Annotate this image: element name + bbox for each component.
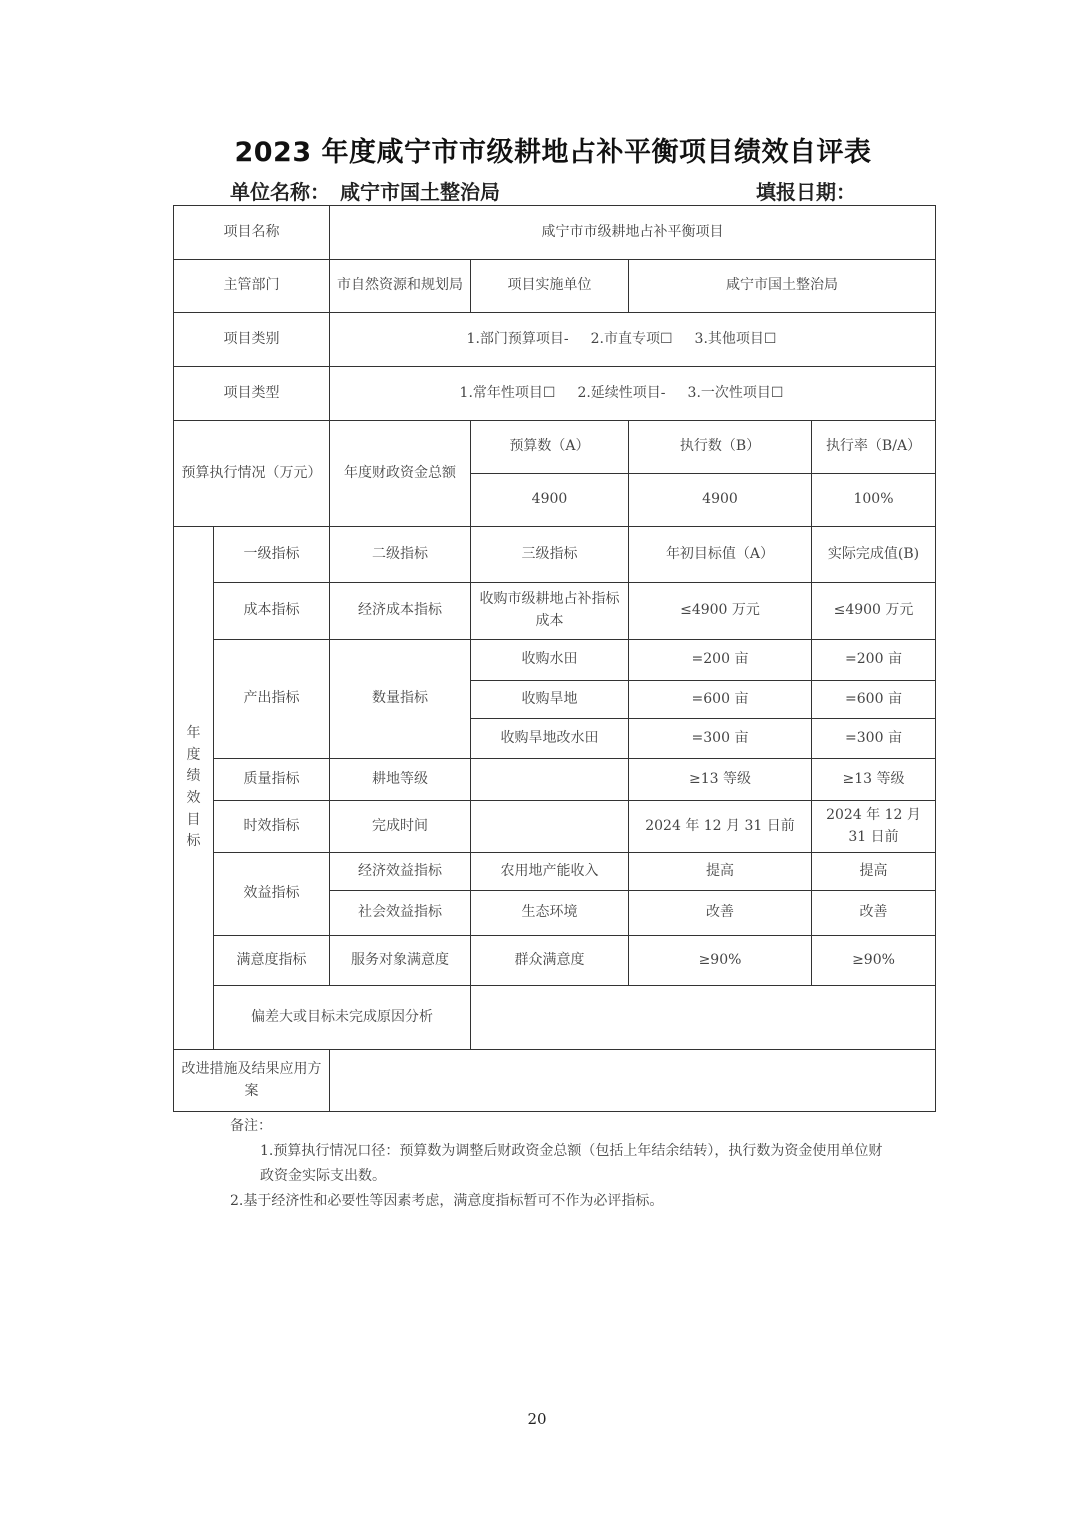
quality-l1: 质量指标 — [214, 759, 330, 801]
quality-actual: ≥13 等级 — [812, 759, 936, 801]
perf-goal-label — [174, 527, 214, 1050]
output-l2: 数量指标 — [330, 640, 471, 759]
header-l1: 一级指标 — [214, 527, 330, 583]
notes — [230, 1114, 890, 1214]
type-option: 3.一次性项目☐ — [687, 384, 784, 401]
satisfaction-l2: 服务对象满意度 — [330, 936, 471, 986]
improve-label: 改进措施及结果应用方案 — [174, 1050, 330, 1112]
exec-b-label: 执行数（B） — [629, 421, 812, 474]
row-benefit-1 — [174, 853, 936, 891]
satisfaction-target: ≥90% — [629, 936, 812, 986]
type-options — [330, 367, 936, 421]
header-target: 年初目标值（A） — [629, 527, 812, 583]
exec-b-value: 4900 — [629, 474, 812, 527]
budget-a-label: 预算数（A） — [471, 421, 629, 474]
timeliness-target: 2024 年 12 月 31 日前 — [629, 801, 812, 853]
rate-value: 100% — [812, 474, 936, 527]
satisfaction-l1: 满意度指标 — [214, 936, 330, 986]
output-l3: 收购旱地改水田 — [471, 719, 629, 759]
benefit-target: 改善 — [629, 891, 812, 936]
benefit-actual: 提高 — [812, 853, 936, 891]
category-options — [330, 313, 936, 367]
output-l1: 产出指标 — [214, 640, 330, 759]
impl-value: 咸宁市国土整治局 — [629, 260, 936, 313]
benefit-target: 提高 — [629, 853, 812, 891]
header-l2: 二级指标 — [330, 527, 471, 583]
output-target: =600 亩 — [629, 681, 812, 719]
unit-label: 单位名称： — [230, 180, 330, 204]
deviation-label: 偏差大或目标未完成原因分析 — [214, 986, 471, 1050]
row-quality — [174, 759, 936, 801]
row-indicator-headers — [174, 527, 936, 583]
output-actual: =600 亩 — [812, 681, 936, 719]
fiscal-total-label: 年度财政资金总额 — [330, 421, 471, 527]
notes-heading: 备注： — [230, 1118, 272, 1134]
fill-date — [756, 176, 856, 205]
output-target: =200 亩 — [629, 640, 812, 681]
cost-target: ≤4900 万元 — [629, 583, 812, 640]
benefit-l2: 经济效益指标 — [330, 853, 471, 891]
document-title: 2023 年度咸宁市市级耕地占补平衡项目绩效自评表 — [234, 137, 872, 168]
type-option: 1.常年性项目☐ — [459, 384, 556, 401]
output-l3: 收购旱地 — [471, 681, 629, 719]
unit-value: 咸宁市国土整治局 — [340, 180, 500, 204]
output-target: =300 亩 — [629, 719, 812, 759]
benefit-l3: 农用地产能收入 — [471, 853, 629, 891]
note-1: 1.预算执行情况口径：预算数为调整后财政资金总额（包括上年结余结转），执行数为资金使用单位财政资金实际支出数。 — [260, 1143, 883, 1184]
rate-label: 执行率（B/A） — [812, 421, 936, 474]
row-type — [174, 367, 936, 421]
output-l3: 收购水田 — [471, 640, 629, 681]
unit-name — [230, 176, 500, 205]
timeliness-l1: 时效指标 — [214, 801, 330, 853]
category-label: 项目类别 — [174, 313, 330, 367]
impl-label: 项目实施单位 — [471, 260, 629, 313]
row-budget-head — [174, 421, 936, 474]
cost-l1: 成本指标 — [214, 583, 330, 640]
benefit-l1: 效益指标 — [214, 853, 330, 936]
type-option: 2.延续性项目- — [577, 384, 666, 401]
cost-l3: 收购市级耕地占补指标成本 — [471, 583, 629, 640]
budget-label: 预算执行情况（万元） — [174, 421, 330, 527]
performance-table — [173, 205, 936, 1112]
row-timeliness — [174, 801, 936, 853]
benefit-actual: 改善 — [812, 891, 936, 936]
output-actual: =300 亩 — [812, 719, 936, 759]
dept-label: 主管部门 — [174, 260, 330, 313]
row-project-name — [174, 206, 936, 260]
benefit-l3: 生态环境 — [471, 891, 629, 936]
category-option: 2.市直专项☐ — [590, 330, 673, 347]
header-actual: 实际完成值(B) — [812, 527, 936, 583]
quality-l3 — [471, 759, 629, 801]
project-name-value: 咸宁市市级耕地占补平衡项目 — [330, 206, 936, 260]
satisfaction-l3: 群众满意度 — [471, 936, 629, 986]
project-name-label: 项目名称 — [174, 206, 330, 260]
timeliness-actual: 2024 年 12 月 31 日前 — [812, 801, 936, 853]
satisfaction-actual: ≥90% — [812, 936, 936, 986]
benefit-l2: 社会效益指标 — [330, 891, 471, 936]
category-option: 3.其他项目☐ — [694, 330, 777, 347]
page-number: 20 — [527, 1410, 547, 1428]
cost-l2: 经济成本指标 — [330, 583, 471, 640]
output-actual: =200 亩 — [812, 640, 936, 681]
row-cost — [174, 583, 936, 640]
type-label: 项目类型 — [174, 367, 330, 421]
improve-value — [330, 1050, 936, 1112]
date-label: 填报日期： — [756, 180, 856, 204]
row-deviation — [174, 986, 936, 1050]
row-category — [174, 313, 936, 367]
quality-target: ≥13 等级 — [629, 759, 812, 801]
quality-l2: 耕地等级 — [330, 759, 471, 801]
header-l3: 三级指标 — [471, 527, 629, 583]
row-satisfaction — [174, 936, 936, 986]
timeliness-l2: 完成时间 — [330, 801, 471, 853]
category-option: 1.部门预算项目- — [466, 330, 569, 347]
row-improvement — [174, 1050, 936, 1112]
cost-actual: ≤4900 万元 — [812, 583, 936, 640]
deviation-value — [471, 986, 936, 1050]
row-dept — [174, 260, 936, 313]
note-2: 2.基于经济性和必要性等因素考虑，满意度指标暂可不作为必评指标。 — [230, 1193, 664, 1209]
budget-a-value: 4900 — [471, 474, 629, 527]
timeliness-l3 — [471, 801, 629, 853]
perf-goal-text: 年度绩效目标 — [186, 724, 201, 850]
dept-value: 市自然资源和规划局 — [330, 260, 471, 313]
row-output-1 — [174, 640, 936, 681]
